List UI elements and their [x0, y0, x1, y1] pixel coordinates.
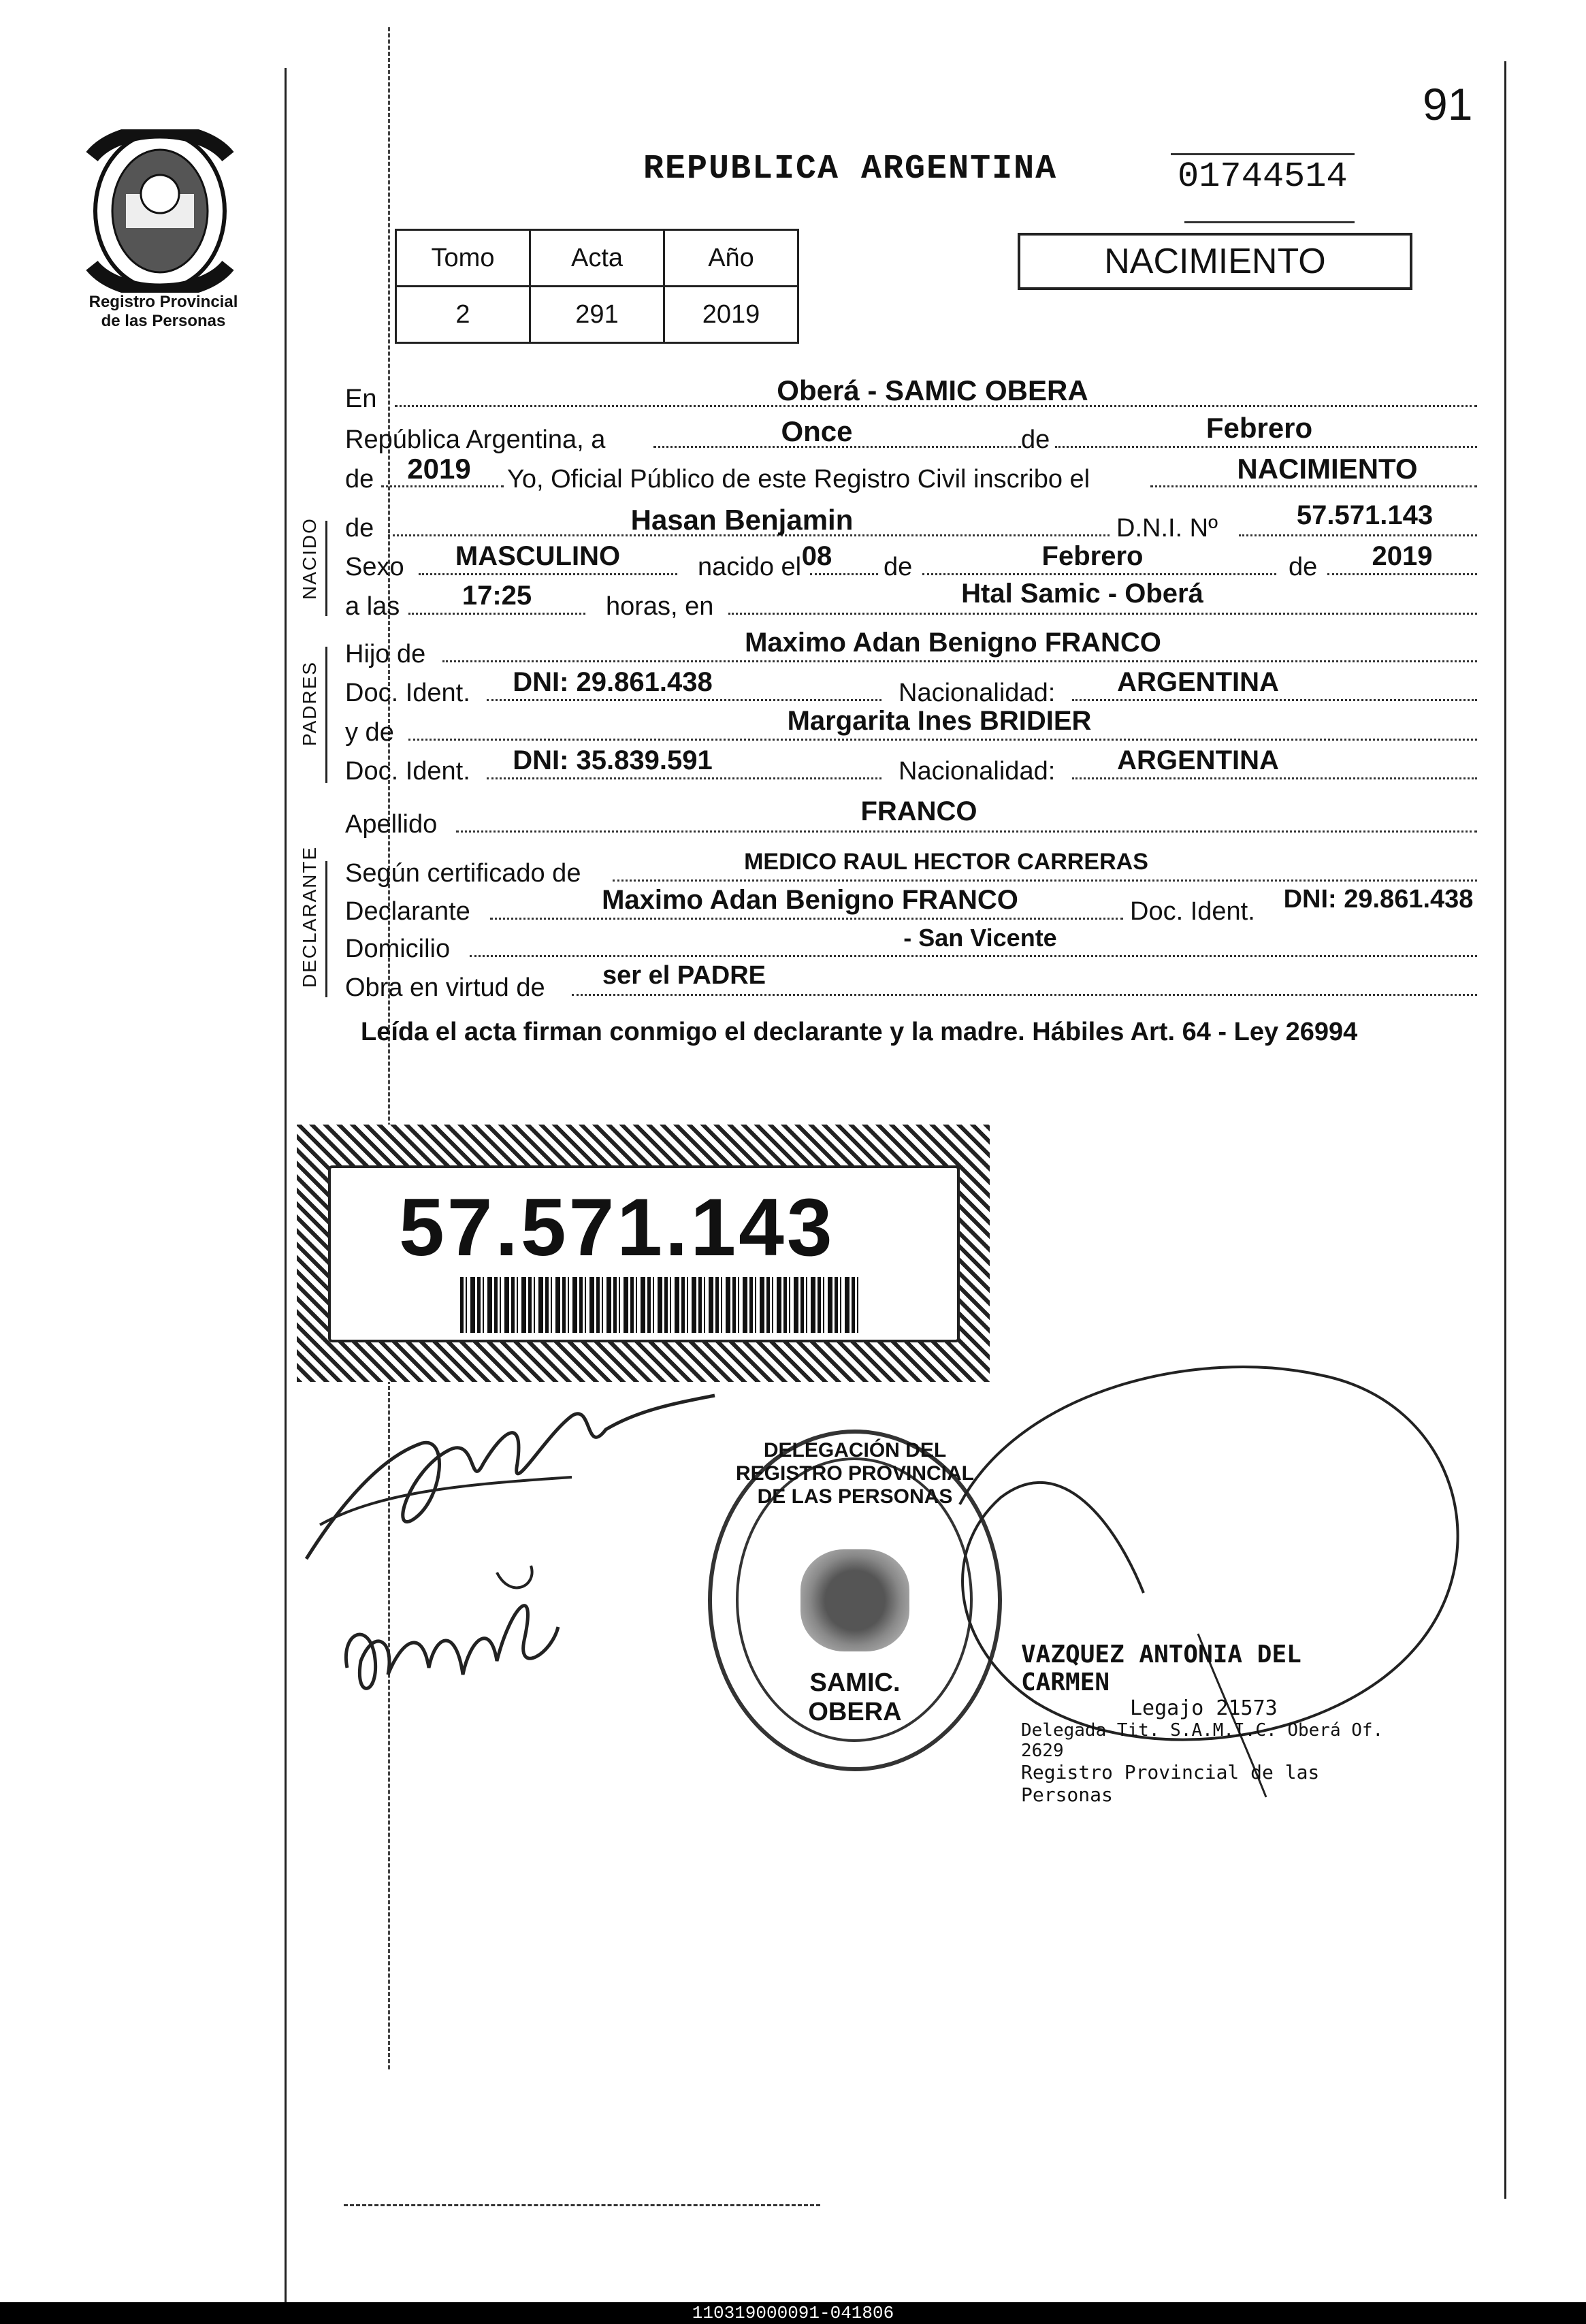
dni-sticker-number: 57.571.143	[399, 1182, 835, 1273]
domicilio-value: - San Vicente	[903, 924, 1057, 952]
dni-sticker-panel	[328, 1165, 960, 1342]
certificado-label: Según certificado de	[345, 859, 581, 888]
nacido-section-label: NACIDO	[299, 517, 320, 600]
declarant-signature	[300, 1389, 722, 1566]
nacido-de-label: de	[345, 514, 374, 543]
declarante-label: Declarante	[345, 897, 470, 926]
de-year-label: de	[345, 465, 374, 494]
declarante-dots	[490, 918, 1123, 920]
bottom-dash-line	[344, 2204, 820, 2206]
anio-header: Año	[664, 230, 798, 287]
acta-header: Acta	[530, 230, 664, 287]
closing-statement: Leída el acta firman conmigo el declarante y la madre. Hábiles Art. 64 - Ley 26994	[361, 1018, 1358, 1046]
registration-day: Once	[781, 415, 853, 447]
left-margin-line	[285, 68, 287, 2314]
birth-de-label: de	[884, 553, 913, 581]
alas-label: a las	[345, 592, 400, 621]
birth-time: 17:25	[462, 581, 532, 611]
registration-year: 2019	[407, 453, 471, 485]
mother-dots	[408, 739, 1477, 741]
father-doc: DNI: 29.861.438	[513, 667, 713, 697]
registration-place: Oberá - SAMIC OBERA	[777, 374, 1088, 406]
tomo-header: Tomo	[396, 230, 530, 287]
dni-sticker	[297, 1125, 990, 1382]
logo-caption	[54, 293, 272, 331]
father-nat-dots	[1072, 699, 1477, 701]
oficial-text: Yo, Oficial Público de este Registro Civil inscribo el	[507, 465, 1090, 494]
declarante-doc: DNI: 29.861.438	[1283, 885, 1474, 914]
birth-day-dots	[810, 573, 878, 575]
logo-caption-line2: de las Personas	[101, 312, 226, 330]
father-doc-dots	[487, 699, 881, 701]
obra-dots	[572, 994, 1477, 996]
page-number: 91	[1423, 79, 1473, 129]
official-org: Registro Provincial de las Personas	[1021, 1761, 1320, 1806]
declarante-doc-label: Doc. Ident.	[1130, 897, 1255, 926]
apellido-label: Apellido	[345, 810, 438, 839]
apellido-dots	[456, 830, 1477, 833]
official-name: VAZQUEZ ANTONIA DEL CARMEN	[1021, 1641, 1301, 1696]
sexo-value: MASCULINO	[455, 541, 621, 571]
declarante-section-label: DECLARANTE	[299, 845, 320, 988]
child-dni-dots	[1239, 534, 1477, 536]
serial-underline	[1184, 221, 1355, 223]
official-role: Delegada Tit. S.A.M.I.C. Oberá Of. 2629	[1021, 1720, 1384, 1761]
inscribed-dots	[1150, 485, 1477, 487]
mother-signature	[334, 1559, 565, 1736]
birth-place-dots	[728, 613, 1477, 615]
nacido-el-label: nacido el	[698, 553, 802, 581]
year-dots	[381, 485, 504, 487]
mother-doc-label: Doc. Ident.	[345, 757, 470, 786]
father-name: Maximo Adan Benigno FRANCO	[745, 628, 1161, 658]
tomo-value: 2	[396, 287, 530, 343]
y-de-label: y de	[345, 718, 394, 747]
father-dots	[442, 660, 1477, 662]
padres-section-label: PADRES	[299, 660, 320, 746]
en-label: En	[345, 385, 377, 413]
birth-day: 08	[801, 541, 832, 571]
mother-nationality: ARGENTINA	[1117, 745, 1279, 775]
official-block	[1021, 1641, 1402, 1806]
nacido-section-line	[325, 521, 327, 616]
fold-dash-line	[388, 27, 390, 2069]
domicilio-dots	[470, 955, 1477, 957]
anio-value: 2019	[664, 287, 798, 343]
father-doc-label: Doc. Ident.	[345, 679, 470, 707]
certificado-dots	[613, 879, 1477, 882]
declarante-name: Maximo Adan Benigno FRANCO	[602, 885, 1018, 915]
birth-month-dots	[922, 573, 1276, 575]
father-nat-label: Nacionalidad:	[899, 679, 1056, 707]
stamp-ring-text: DELEGACIÓN DEL REGISTRO PROVINCIAL DE LAS PERSONAS	[735, 1439, 975, 1508]
province-seal-logo	[78, 129, 242, 293]
month-dots	[1055, 446, 1477, 448]
mother-nat-label: Nacionalidad:	[899, 757, 1056, 786]
birth-place: Htal Samic - Oberá	[961, 579, 1203, 609]
mother-doc-dots	[487, 777, 881, 779]
mother-name: Margarita Ines BRIDIER	[787, 706, 1092, 736]
tomo-acta-anio-table	[395, 229, 799, 344]
registration-month: Febrero	[1205, 412, 1313, 444]
mother-nat-dots	[1072, 777, 1477, 779]
certificado-value: MEDICO RAUL HECTOR CARRERAS	[744, 849, 1148, 875]
apellido-value: FRANCO	[860, 796, 977, 826]
dni-label: D.N.I. Nº	[1116, 514, 1218, 543]
republica-label: República Argentina, a	[345, 425, 606, 454]
mother-doc: DNI: 35.839.591	[513, 745, 713, 775]
inscribed-act: NACIMIENTO	[1237, 453, 1418, 485]
acta-value: 291	[530, 287, 664, 343]
sexo-dots	[419, 573, 677, 575]
hijo-de-label: Hijo de	[345, 640, 426, 668]
stamp-center-text: SAMIC. OBERA	[808, 1668, 902, 1726]
horas-label: horas, en	[606, 592, 714, 621]
birth-month: Febrero	[1041, 541, 1144, 571]
birth-year-dots	[1327, 573, 1477, 575]
sexo-label: Sexo	[345, 553, 404, 581]
official-legajo: Legajo 21573	[1130, 1696, 1278, 1720]
stamp-emblem	[800, 1549, 909, 1651]
declarante-section-line	[325, 861, 327, 997]
footer-code: 110319000091-041806	[692, 2303, 894, 2323]
obra-value: ser el PADRE	[602, 961, 766, 990]
serial-number: 01744514	[1171, 153, 1355, 198]
de-label: de	[1021, 425, 1050, 454]
birth-de3-label: de	[1289, 553, 1318, 581]
right-margin-line	[1504, 61, 1506, 2199]
domicilio-label: Domicilio	[345, 935, 451, 963]
act-type-box: NACIMIENTO	[1018, 233, 1412, 290]
footer-bar	[0, 2302, 1586, 2324]
obra-label: Obra en virtud de	[345, 973, 545, 1002]
birth-year: 2019	[1372, 541, 1433, 571]
logo-caption-line1: Registro Provincial	[88, 293, 238, 311]
document-title: REPUBLICA ARGENTINA	[643, 150, 1058, 189]
time-dots	[408, 613, 585, 615]
child-name: Hasan Benjamin	[630, 504, 854, 536]
father-nationality: ARGENTINA	[1117, 667, 1279, 697]
padres-section-line	[325, 647, 327, 783]
dni-barcode	[460, 1277, 862, 1333]
child-dni: 57.571.143	[1296, 500, 1434, 530]
